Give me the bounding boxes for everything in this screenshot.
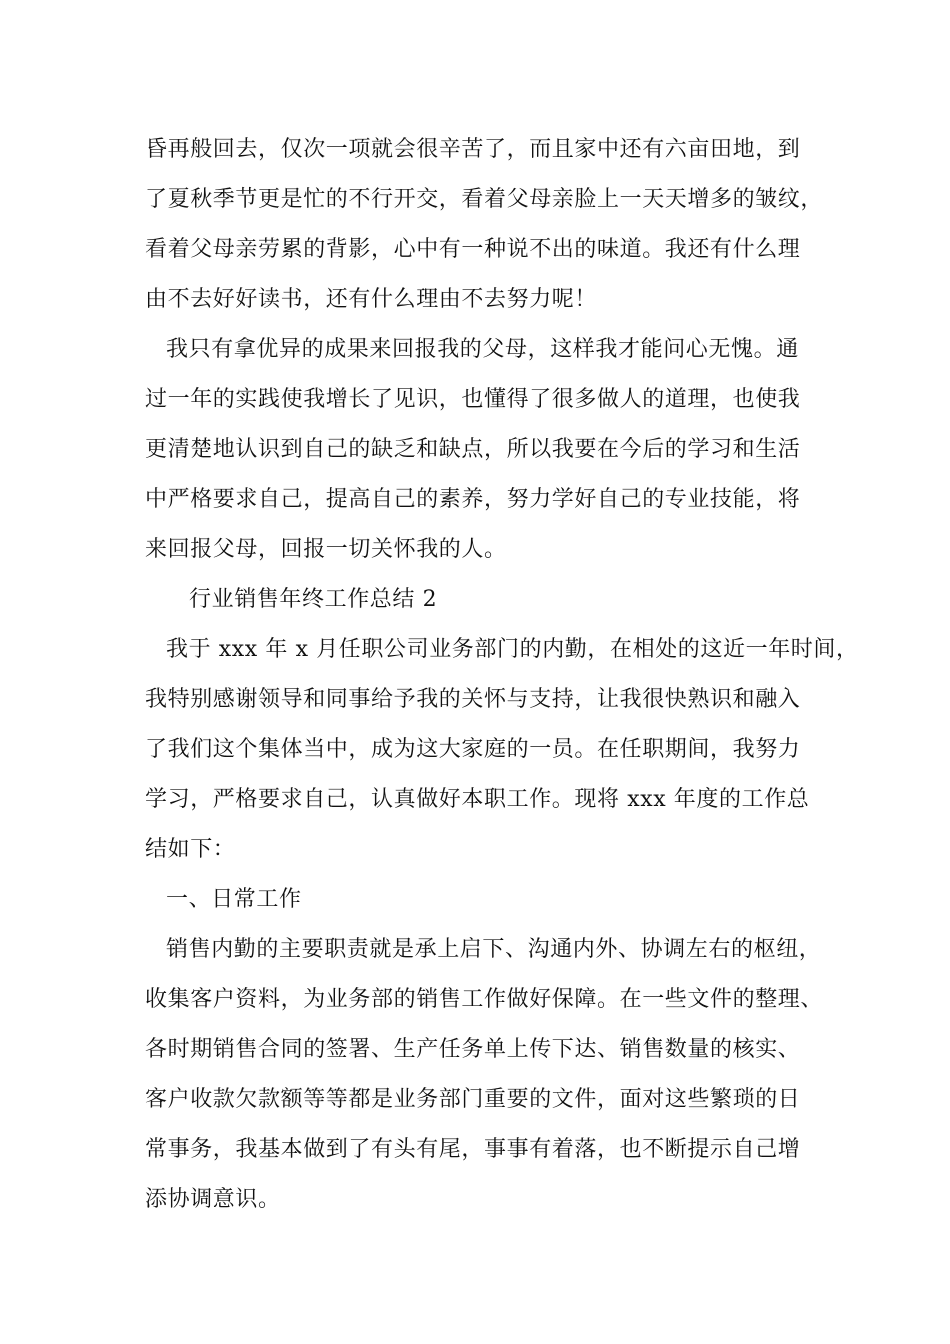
text-line: 各时期销售合同的签署、生产任务单上传下达、销售数量的核实、	[145, 1037, 801, 1062]
text-line: 结如下：	[145, 837, 236, 862]
text-line: 客户收款欠款额等等都是业务部门重要的文件，面对这些繁琐的日	[145, 1087, 801, 1112]
text-line: 更清楚地认识到自己的缺乏和缺点，所以我要在今后的学习和生活	[145, 437, 801, 462]
text-line: 销售内勤的主要职责就是承上启下、沟通内外、协调左右的枢纽，	[166, 937, 822, 962]
text-line: 过一年的实践使我增长了见识，也懂得了很多做人的道理，也使我	[145, 387, 801, 412]
text-line: 了夏秋季节更是忙的不行开交，看着父母亲脸上一天天增多的皱纹，	[145, 187, 824, 212]
subsection-heading: 一、日常工作	[166, 887, 302, 912]
text-line: 添协调意识。	[145, 1187, 281, 1212]
text-line: 学习，严格要求自己，认真做好本职工作。现将 xxx 年度的工作总	[145, 787, 810, 812]
text-line: 常事务，我基本做到了有头有尾，事事有着落，也不断提示自己增	[145, 1137, 801, 1162]
text-line: 收集客户资料，为业务部的销售工作做好保障。在一些文件的整理、	[145, 987, 824, 1012]
text-line: 我于 xxx 年 x 月任职公司业务部门的内勤，在相处的这近一年时间，	[166, 637, 859, 662]
text-line: 看着父母亲劳累的背影，心中有一种说不出的味道。我还有什么理	[145, 237, 801, 262]
section-title: 行业销售年终工作总结 2	[189, 587, 438, 612]
text-line: 中严格要求自己，提高自己的素养，努力学好自己的专业技能，将	[145, 487, 801, 512]
text-line: 了我们这个集体当中，成为这大家庭的一员。在任职期间，我努力	[145, 737, 801, 762]
text-line: 我特别感谢领导和同事给予我的关怀与支持，让我很快熟识和融入	[145, 687, 801, 712]
text-line: 昏再般回去，仅次一项就会很辛苦了，而且家中还有六亩田地，到	[145, 137, 801, 162]
text-line: 来回报父母，回报一切关怀我的人。	[145, 537, 507, 562]
text-line: 我只有拿优异的成果来回报我的父母，这样我才能问心无愧。通	[166, 337, 799, 362]
text-line: 由不去好好读书，还有什么理由不去努力呢！	[145, 287, 598, 312]
